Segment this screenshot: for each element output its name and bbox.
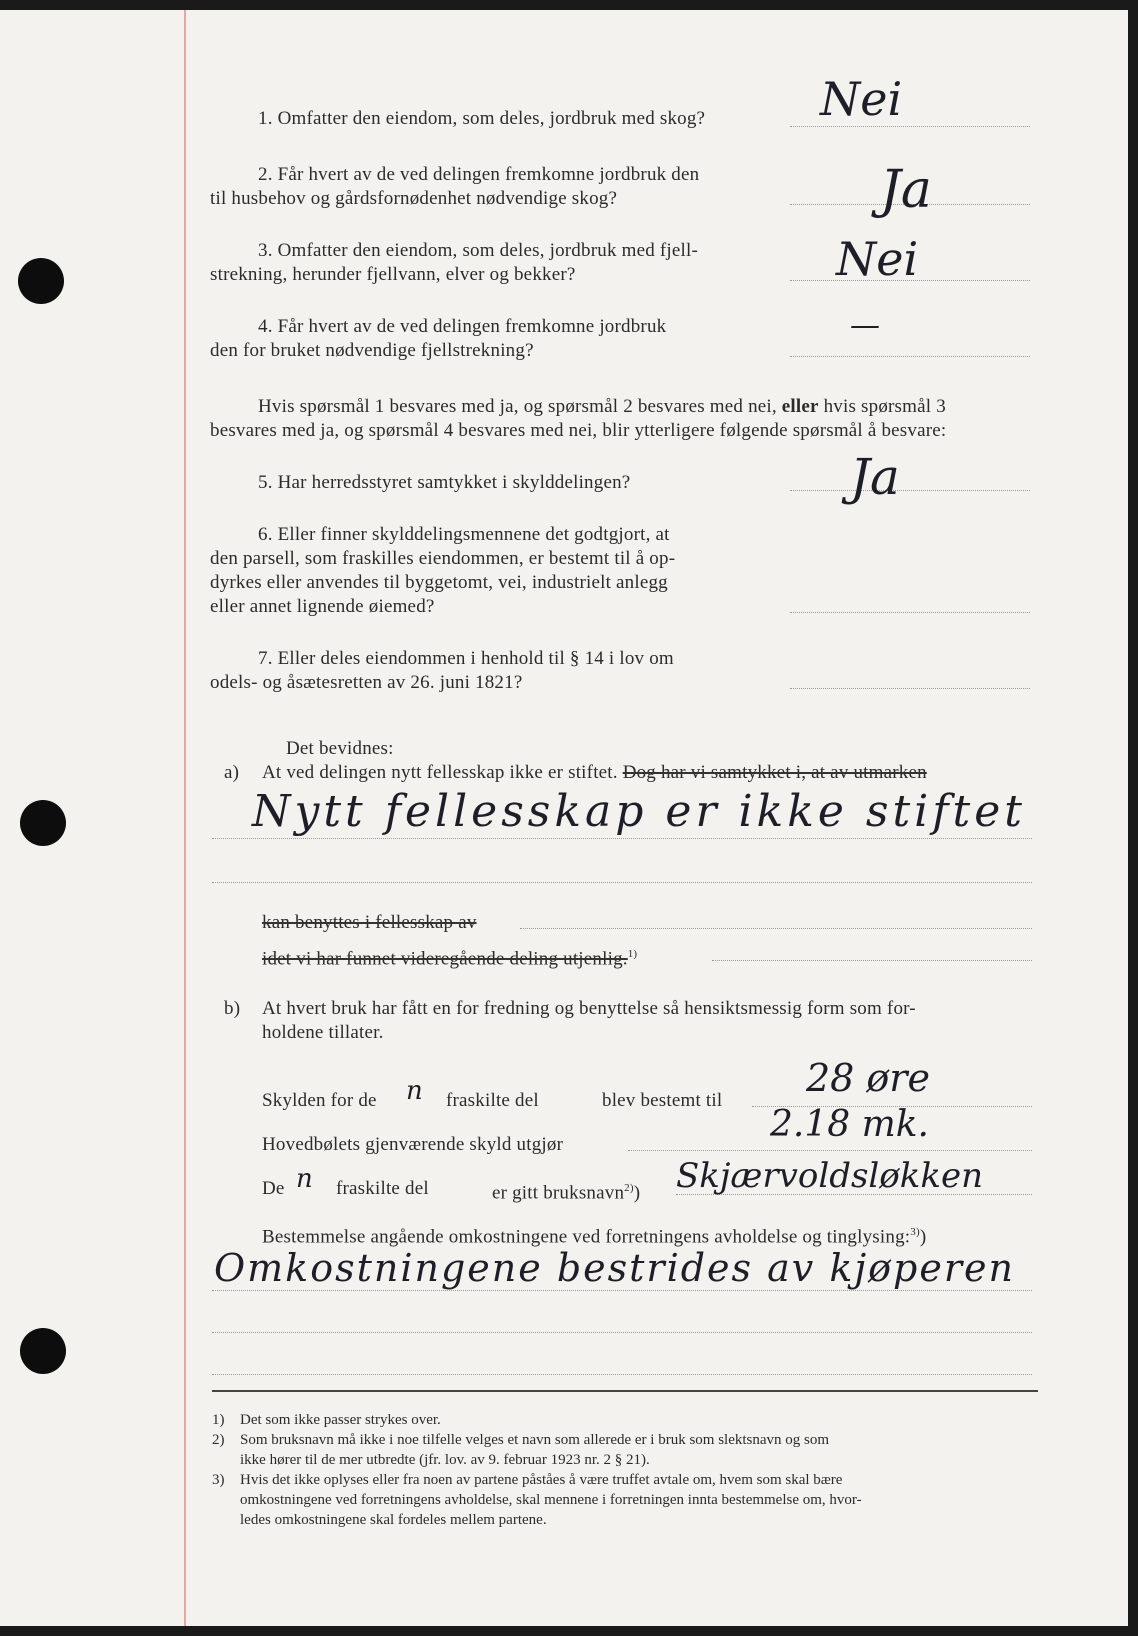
- certify-a-handwritten: Nytt fellesskap er ikke stiftet: [252, 786, 1026, 837]
- answer-line: [790, 612, 1030, 613]
- skylden-label: Skylden for de: [262, 1090, 377, 1111]
- bruksnavn-label: De: [262, 1178, 285, 1199]
- footnote-3-mark: 3): [212, 1472, 225, 1488]
- question-3: 3. Omfatter den eiendom, som deles, jordbruk med fjell-: [258, 240, 698, 261]
- fill-line: [212, 882, 1032, 883]
- question-1: 1. Omfatter den eiendom, som deles, jordbruk med skog?: [258, 108, 706, 129]
- footnote-2-cont: ikke hører til de mer utbredte (jfr. lov. av 9. februar 1923 nr. 2 § 21).: [240, 1452, 650, 1468]
- question-6-cont: eller annet lignende øiemed?: [210, 596, 435, 617]
- conditional-line-1: Hvis spørsmål 1 besvares med ja, og spørsmål 2 besvares med nei, eller hvis spørsmål 3: [258, 396, 946, 417]
- footnote-3-cont: omkostningene ved forretningens avholdelse, skal mennene i forretningen innta bestemmelse om, hvor-: [240, 1492, 862, 1508]
- bruksnavn-value: Skjærvoldsløkken: [676, 1156, 983, 1196]
- bruksnavn-n: n: [296, 1164, 313, 1194]
- question-6-cont: den parsell, som fraskilles eiendommen, er bestemt til å op-: [210, 548, 676, 569]
- question-4-cont: den for bruket nødvendige fjellstrekning?: [210, 340, 534, 361]
- fill-line: [628, 1150, 1032, 1151]
- footnote-2: Som bruksnavn må ikke i noe tilfelle velges et navn som allerede er i bruk som slektsnavn og som: [240, 1432, 830, 1448]
- answer-3: Nei: [836, 232, 919, 286]
- answer-2: Ja: [880, 160, 932, 220]
- question-3-cont: strekning, herunder fjellvann, elver og bekker?: [210, 264, 576, 285]
- fill-line: [212, 1374, 1032, 1375]
- question-2-cont: til husbehov og gårdsfornødenhet nødvendige skog?: [210, 188, 618, 209]
- question-7: 7. Eller deles eiendommen i henhold til § 14 i lov om: [258, 648, 674, 669]
- footnote-rule: [212, 1390, 1038, 1392]
- certify-a-struck-3: idet vi har funnet videregående deling utjenlig.$^{1)}$: [262, 948, 638, 970]
- question-4: 4. Får hvert av de ved delingen fremkomne jordbruk: [258, 316, 667, 337]
- question-7-cont: odels- og åsætesretten av 26. juni 1821?: [210, 672, 523, 693]
- bestemmelse-label: Bestemmelse angående omkostningene ved forretningens avholdelse og tinglysing:$^{3)}$): [262, 1226, 927, 1248]
- skylden-value: 28 øre: [806, 1056, 930, 1100]
- fill-line: [212, 1332, 1032, 1333]
- footnote-3-cont: ledes omkostningene skal fordeles mellem partene.: [240, 1512, 547, 1528]
- answer-4: —: [850, 308, 880, 343]
- question-6-cont: dyrkes eller anvendes til byggetomt, vei, industrielt anlegg: [210, 572, 668, 593]
- question-5: 5. Har herredsstyret samtykket i skylddelingen?: [258, 472, 631, 493]
- certify-a-struck-2: kan benyttes i fellesskap av: [262, 912, 477, 933]
- skylden-label-c: blev bestemt til: [602, 1090, 723, 1111]
- hovedbolet-value: 2.18 mk.: [770, 1104, 929, 1145]
- answer-line: [790, 688, 1030, 689]
- answer-5: Ja: [850, 448, 900, 506]
- punch-hole: [20, 1328, 66, 1374]
- bestemmelse-value: Omkostningene bestrides av kjøperen: [214, 1246, 1015, 1290]
- fill-line: [520, 928, 1032, 929]
- answer-1: Nei: [820, 72, 903, 126]
- hovedbolet-label: Hovedbølets gjenværende skyld utgjør: [262, 1134, 564, 1155]
- certify-heading: Det bevidnes:: [286, 738, 394, 759]
- question-6: 6. Eller finner skylddelingsmennene det godtgjort, at: [258, 524, 670, 545]
- bruksnavn-label-c: er gitt bruksnavn$^{2)}$): [492, 1182, 641, 1204]
- footnote-1: Det som ikke passer strykes over.: [240, 1412, 441, 1428]
- skylden-n: n: [406, 1076, 423, 1106]
- answer-line: [790, 126, 1030, 127]
- skylden-label-b: fraskilte del: [446, 1090, 539, 1111]
- punch-hole: [20, 800, 66, 846]
- margin-line: [184, 10, 186, 1626]
- fill-line: [212, 1290, 1032, 1291]
- answer-line: [790, 356, 1030, 357]
- document-page: [0, 10, 1128, 1626]
- answer-line: [790, 490, 1030, 491]
- bruksnavn-label-b: fraskilte del: [336, 1178, 429, 1199]
- punch-hole: [18, 258, 64, 304]
- certify-b-label: b): [224, 998, 241, 1019]
- footnote-3: Hvis det ikke oplyses eller fra noen av partene påståes å være truffet avtale om, hvem som skal bære: [240, 1472, 843, 1488]
- certify-b-line-2: holdene tillater.: [262, 1022, 384, 1043]
- footnote-1-mark: 1): [212, 1412, 225, 1428]
- fill-line: [212, 838, 1032, 839]
- certify-b-line-1: At hvert bruk har fått en for fredning og benyttelse så hensiktsmessig form som for-: [262, 998, 916, 1019]
- question-2: 2. Får hvert av de ved delingen fremkomne jordbruk den: [258, 164, 700, 185]
- conditional-line-2: besvares med ja, og spørsmål 4 besvares med nei, blir ytterligere følgende spørsmål å besvare:: [210, 420, 947, 441]
- certify-a-label: a): [224, 762, 240, 783]
- footnote-2-mark: 2): [212, 1432, 225, 1448]
- fill-line: [712, 960, 1032, 961]
- certify-a-text: At ved delingen nytt fellesskap ikke er stiftet. Dog har vi samtykket i, at av utmarken: [262, 762, 927, 783]
